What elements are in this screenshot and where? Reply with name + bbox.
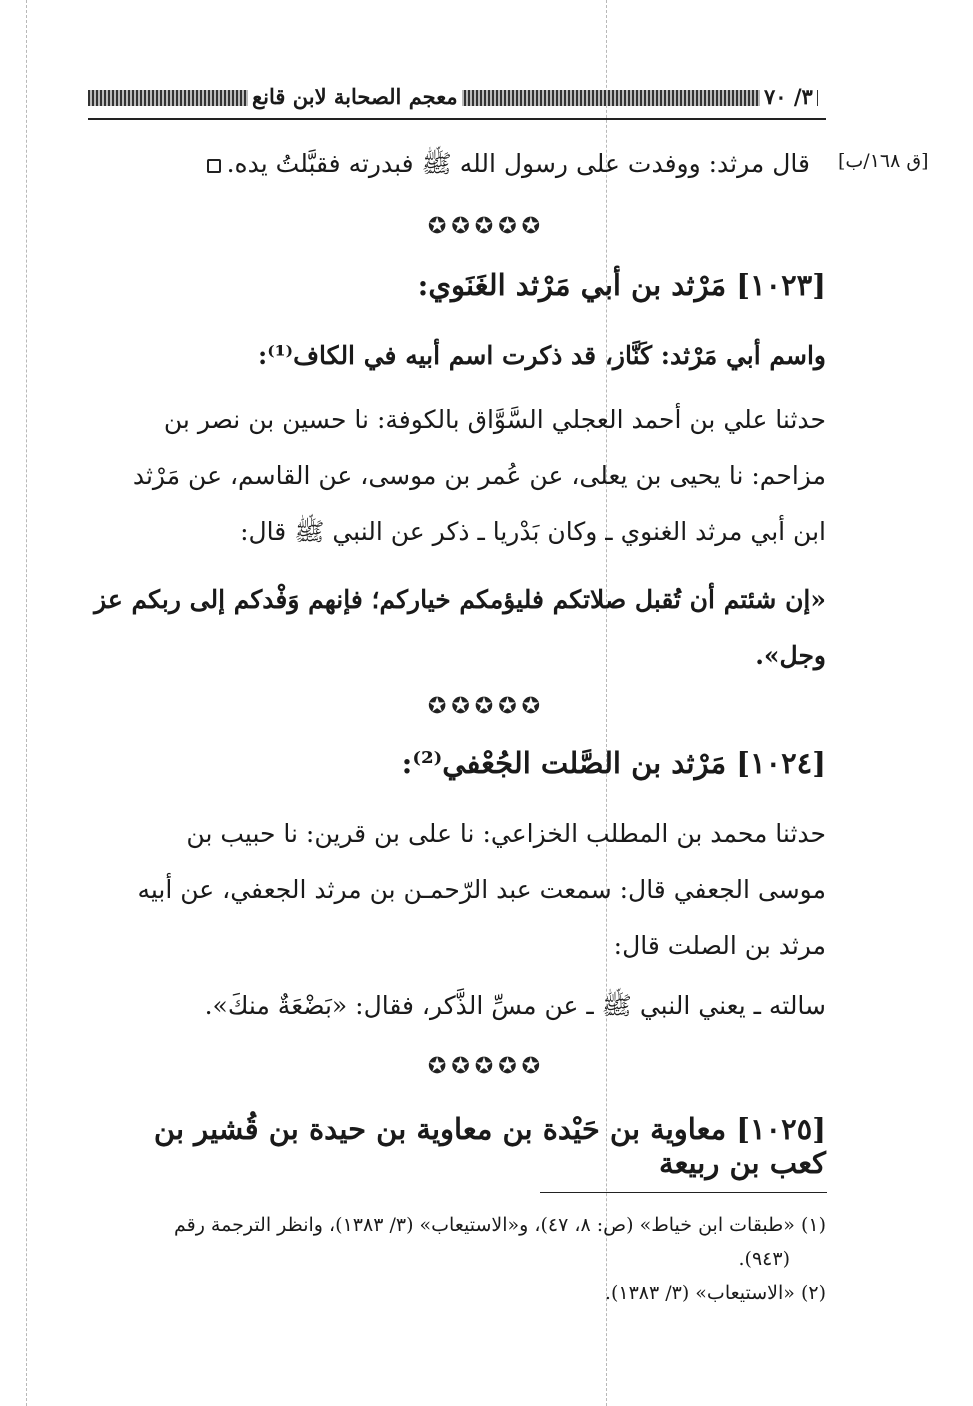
footnote-line: (٩٤٣). xyxy=(738,1248,790,1270)
text-line: موسى الجعفي قال: سمعت عبد الرّحمـن بن مرثد الجعفي، عن أبيه xyxy=(137,875,826,904)
text-line: حدثنا علي بن أحمد العجلي السَّوَّاق بالكوفة: نا حسين بن نصر بن xyxy=(163,405,826,434)
text-line: وجل». xyxy=(755,641,826,670)
footnote-rule xyxy=(540,1192,827,1193)
chain-of-narration xyxy=(88,392,826,560)
chain-of-narration xyxy=(88,806,826,974)
page-number: ٣/ ٧٠ xyxy=(760,84,817,109)
manuscript-folio-note: [ق ١٦٨/ب] xyxy=(838,150,929,172)
entry-title: [١٠٢٥] معاوية بن حَيْدة بن معاوية بن حيدة بن قُشير بن كعب بن ربيعة xyxy=(153,1112,826,1180)
continuation-text: قال مرثد: ووفدت على رسول الله ﷺ فبدرته فقبَّلتُ يده. xyxy=(226,149,810,178)
continuation-line xyxy=(150,136,810,192)
text-line: ابن أبي مرثد الغنوي ـ وكان بَدْريا ـ ذكر عن النبي ﷺ قال: xyxy=(240,517,826,546)
end-square-icon xyxy=(207,159,221,173)
footnotes xyxy=(88,1208,826,1310)
text-line: مزاحم: نا يحيى بن يعلى، عن عُمر بن موسى، عن القاسم، عن مَرْثد xyxy=(132,461,826,490)
entry-title: [١٠٢٣] مَرْثد بن أبي مَرْثد الغَنَوي: xyxy=(417,268,826,302)
footnote-line: (١) «طبقات ابن خياط» (ص: ٨، ٤٧)، و«الاستيعاب» (٣/ ١٣٨٣)، وانظر الترجمة رقم xyxy=(173,1214,826,1236)
hadith-text xyxy=(88,978,826,1034)
entry-subtitle: واسم أبي مَرْثد: كَنَّاز، قد ذكرت اسم أبيه في الكاف⁽¹⁾: xyxy=(258,341,826,370)
text-line: حدثنا محمد بن المطلب الخزاعي: نا على بن قرين: نا حبيب بن xyxy=(186,819,826,848)
text-line: «إن شئتم أن تُقبل صلاتكم فليؤمكم خياركم؛ فإنهم وَفْدكم إلى ربكم عز xyxy=(94,585,826,614)
entry-title: [١٠٢٤] مَرْثد بن الصَّلت الجُعْفي⁽²⁾: xyxy=(401,746,826,780)
running-header xyxy=(88,84,826,112)
section-separator: ✪✪✪✪✪ xyxy=(427,214,546,239)
section-separator: ✪✪✪✪✪ xyxy=(427,694,546,719)
text-line: سالته ـ يعني النبي ﷺ ـ عن مسِّ الذَّكر، فقال: «بَضْعَةٌ منكَ». xyxy=(204,991,826,1020)
book-title: معجم الصحابة لابن قانع xyxy=(248,84,462,109)
footnote-line: (٢) «الاستيعاب» (٣/ ١٣٨٣). xyxy=(604,1282,826,1304)
text-line: مرثد بن الصلت قال: xyxy=(613,931,826,960)
header-rule xyxy=(88,118,826,120)
section-separator: ✪✪✪✪✪ xyxy=(427,1054,546,1079)
hadith-text xyxy=(88,572,826,684)
